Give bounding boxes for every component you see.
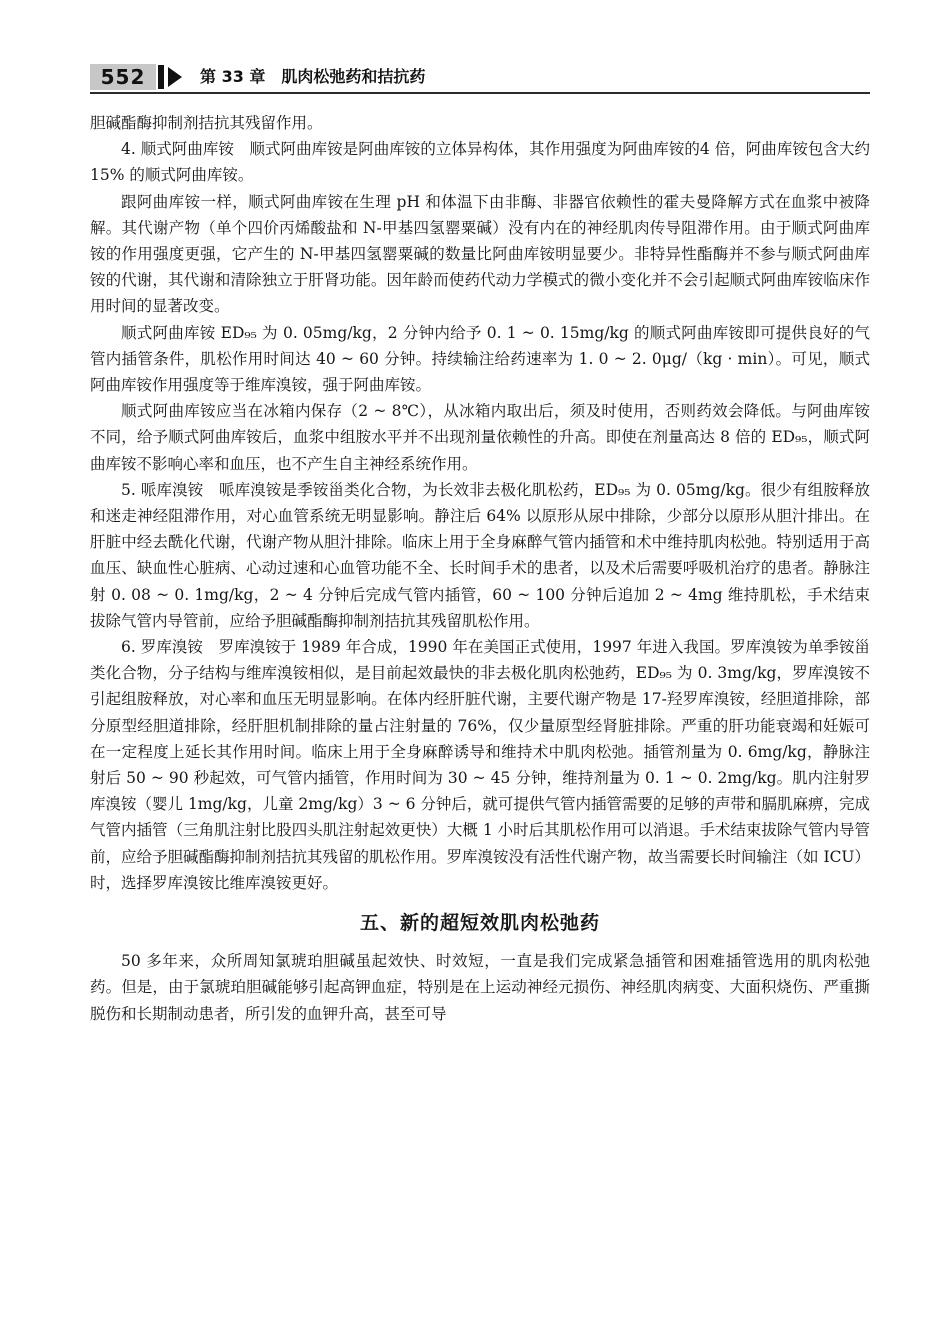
paragraph-cisatracurium-dose: 顺式阿曲库铵 ED₉₅ 为 0. 05mg/kg，2 分钟内给予 0. 1 ~ 0. 15mg/kg 的顺式阿曲库铵即可提供良好的气管内插管条件，肌松作用时间达 40 ~ 60 分钟。持续输注给药速率为 1. 0 ~ 2. 0μg/（kg · min）。可见，顺式阿曲库铵作用强度等于维库溴铵，强于阿曲库铵。 <box>90 323 870 395</box>
paragraph-succinylcholine: 50 多年来，众所周知氯琥珀胆碱虽起效快、时效短，一直是我们完成紧急插管和困难插管选用的肌肉松弛药。但是，由于氯琥珀胆碱能够引起高钾血症，特别是在上运动神经元损伤、神经肌肉病变、大面积烧伤、严重撕脱伤和长期制动患者，所引发的血钾升高，甚至可导 <box>90 952 870 1023</box>
body-text <box>90 110 870 1027</box>
paragraph-cisatracurium-intro: 4. 顺式阿曲库铵 顺式阿曲库铵是阿曲库铵的立体异构体，其作用强度为阿曲库铵的4 倍，阿曲库铵包含大约 15% 的顺式阿曲库铵。 <box>90 140 870 185</box>
chapter-title: 第 33 章 肌肉松弛药和拮抗药 <box>200 67 426 86</box>
paragraph-pipecuronium: 5. 哌库溴铵 哌库溴铵是季铵甾类化合物，为长效非去极化肌松药，ED₉₅ 为 0. 05mg/kg。很少有组胺释放和迷走神经阻滞作用，对心血管系统无明显影响。静注后 64% 以原形从尿中排除，少部分以原形从胆汁排出。在肝脏中经去酰化代谢，代谢产物从胆汁排除。临床上用于全身麻醉气管内插管和术中维持肌肉松弛。特别适用于高血压、缺血性心脏病、心动过速和心血管功能不全、长时间手术的患者，以及术后需要呼吸机治疗的患者。静脉注射 0. 08 ~ 0. 1mg/kg，2 ~ 4 分钟后完成气管内插管，60 ~ 100 分钟后追加 2 ~ 4mg 维持肌松，手术结束拔除气管内导管前，应给予胆碱酯酶抑制剂拮抗其残留肌松作用。 <box>90 480 870 630</box>
header-divider-bar <box>158 65 164 89</box>
paragraph-continued: 胆碱酯酶抑制剂拮抗其残留作用。 <box>90 114 323 132</box>
paragraph-cisatracurium-metabolism: 跟阿曲库铵一样，顺式阿曲库铵在生理 pH 和体温下由非酶、非器官依赖性的霍夫曼降解方式在血浆中被降解。其代谢产物（单个四价丙烯酸盐和 N-甲基四氢罂粟碱）没有内在的神经肌肉传导阻滞作用。由于顺式阿曲库铵的作用强度更强，它产生的 N-甲基四氢罂粟碱的数量比阿曲库铵明显要少。非特异性酯酶并不参与顺式阿曲库铵的代谢，其代谢和清除独立于肝肾功能。因年龄而使药代动力学模式的微小变化并不会引起顺式阿曲库铵临床作用时间的显著改变。 <box>90 192 870 316</box>
section-heading: 五、新的超短效肌肉松弛药 <box>359 912 600 935</box>
paragraph-cisatracurium-storage: 顺式阿曲库铵应当在冰箱内保存（2 ~ 8℃），从冰箱内取出后，须及时使用，否则药效会降低。与阿曲库铵不同，给予顺式阿曲库铵后，血浆中组胺水平并不出现剂量依赖性的升高。即使在剂量高达 8 倍的 ED₉₅，顺式阿曲库铵不影响心率和血压，也不产生自主神经系统作用。 <box>90 402 870 473</box>
page-header <box>90 62 870 94</box>
paragraph-rocuronium: 6. 罗库溴铵 罗库溴铵于 1989 年合成，1990 年在美国正式使用，1997 年进入我国。罗库溴铵为单季铵甾类化合物，分子结构与维库溴铵相似，是目前起效最快的非去极化肌肉松弛药，ED₉₅ 为 0. 3mg/kg，罗库溴铵不引起组胺释放，对心率和血压无明显影响。在体内经肝脏代谢，主要代谢产物是 17-羟罗库溴铵，经胆道排除，部分原型经胆道排除，经肝胆机制排除的量占注射量的 76%，仅少量原型经肾脏排除。严重的肝功能衰竭和妊娠可在一定程度上延长其作用时间。临床上用于全身麻醉诱导和维持术中肌肉松弛。插管剂量为 0. 6mg/kg，静脉注射后 50 ~ 90 秒起效，可气管内插管，作用时间为 30 ~ 45 分钟，维持剂量为 0. 1 ~ 0. 2mg/kg。肌内注射罗库溴铵（婴儿 1mg/kg，儿童 2mg/kg）3 ~ 6 分钟后，就可提供气管内插管需要的足够的声带和膈肌麻痹，完成气管内插管（三角肌注射比股四头肌注射起效更快）大概 1 小时后其肌松作用可以消退。手术结束拔除气管内导管前，应给予胆碱酯酶抑制剂拮抗其残留的肌松作用。罗库溴铵没有活性代谢产物，故当需要长时间输注（如 ICU）时，选择罗库溴铵比维库溴铵更好。 <box>90 638 870 892</box>
play-arrow-icon <box>168 67 182 87</box>
page-number: 552 <box>90 64 156 90</box>
